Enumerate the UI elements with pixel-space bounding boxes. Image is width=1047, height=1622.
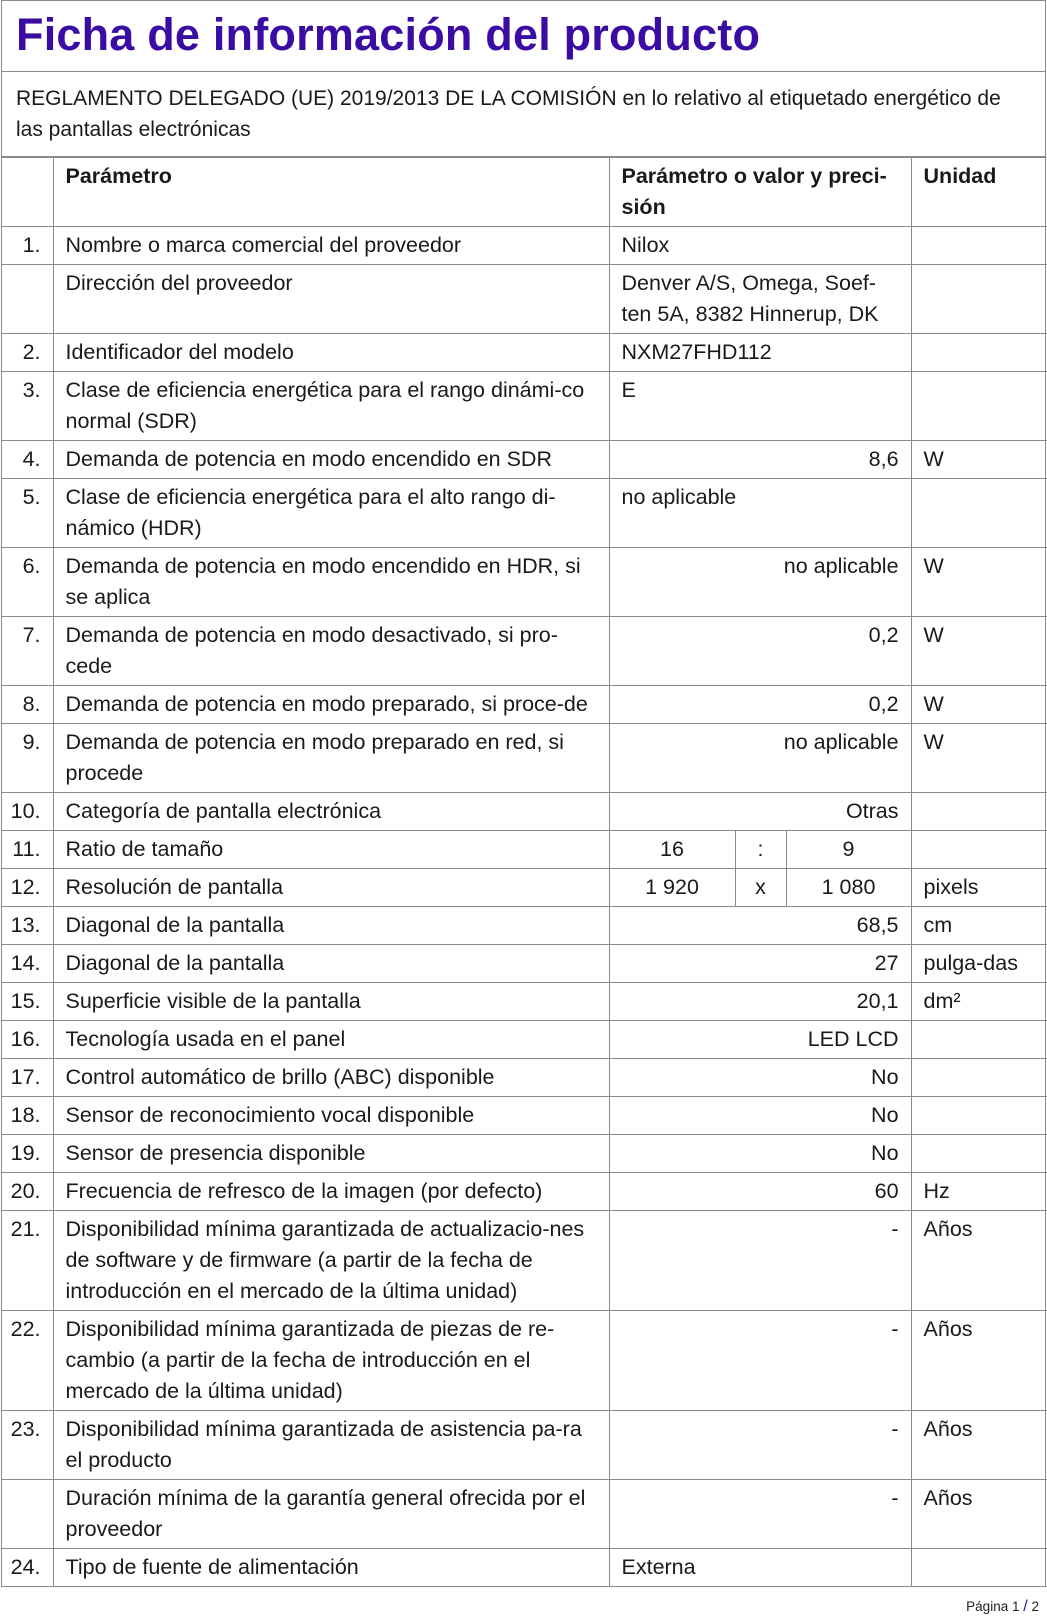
table-row — [2, 724, 1047, 793]
row-value: Otras — [609, 793, 911, 831]
row-number: 16. — [2, 1021, 53, 1059]
row-parameter: Tipo de fuente de alimentación — [53, 1549, 609, 1587]
row-number: 17. — [2, 1059, 53, 1097]
row-value: no aplicable — [609, 724, 911, 793]
table-row — [2, 1549, 1047, 1587]
row-number: 13. — [2, 907, 53, 945]
row-number: 21. — [2, 1211, 53, 1311]
row-parameter: Disponibilidad mínima garantizada de asistencia pa-ra el producto — [53, 1411, 609, 1480]
row-parameter: Demanda de potencia en modo preparado en red, si procede — [53, 724, 609, 793]
row-value-b: 1 080 — [786, 869, 911, 907]
row-parameter: Demanda de potencia en modo encendido en HDR, si se aplica — [53, 548, 609, 617]
table-row — [2, 1135, 1047, 1173]
table-row — [2, 265, 1047, 334]
page-footer — [966, 1598, 1039, 1616]
row-number — [2, 1480, 53, 1549]
row-number: 12. — [2, 869, 53, 907]
row-unit: W — [911, 686, 1047, 724]
row-parameter: Clase de eficiencia energética para el alto rango di-námico (HDR) — [53, 479, 609, 548]
table-row — [2, 831, 1047, 869]
row-parameter: Diagonal de la pantalla — [53, 907, 609, 945]
table-row — [2, 1021, 1047, 1059]
header-param: Parámetro — [53, 158, 609, 227]
table-row — [2, 548, 1047, 617]
page-label: Página — [966, 1599, 1009, 1614]
row-value: 8,6 — [609, 441, 911, 479]
row-value: E — [609, 372, 911, 441]
row-unit — [911, 1549, 1047, 1587]
row-value: No — [609, 1059, 911, 1097]
table-row — [2, 441, 1047, 479]
row-value: NXM27FHD112 — [609, 334, 911, 372]
row-parameter: Superficie visible de la pantalla — [53, 983, 609, 1021]
row-unit — [911, 1135, 1047, 1173]
header-num-cell — [2, 158, 53, 227]
table-row — [2, 983, 1047, 1021]
row-unit — [911, 372, 1047, 441]
row-parameter: Diagonal de la pantalla — [53, 945, 609, 983]
row-number: 10. — [2, 793, 53, 831]
row-unit — [911, 1059, 1047, 1097]
row-parameter: Control automático de brillo (ABC) disponible — [53, 1059, 609, 1097]
row-value-b: 9 — [786, 831, 911, 869]
row-value: LED LCD — [609, 1021, 911, 1059]
row-number: 8. — [2, 686, 53, 724]
row-number: 23. — [2, 1411, 53, 1480]
row-parameter: Disponibilidad mínima garantizada de piezas de re-cambio (a partir de la fecha de introducción en el mercado de la última unidad) — [53, 1311, 609, 1411]
table-row — [2, 907, 1047, 945]
row-value: No — [609, 1097, 911, 1135]
row-unit — [911, 334, 1047, 372]
page-title: Ficha de información del producto — [16, 9, 761, 60]
row-value: no aplicable — [609, 479, 911, 548]
row-value: 20,1 — [609, 983, 911, 1021]
row-value: no aplicable — [609, 548, 911, 617]
row-parameter: Identificador del modelo — [53, 334, 609, 372]
row-number: 15. — [2, 983, 53, 1021]
row-unit: pulga-das — [911, 945, 1047, 983]
row-value-separator: x — [735, 869, 786, 907]
row-value: 0,2 — [609, 617, 911, 686]
table-row — [2, 945, 1047, 983]
row-unit — [911, 265, 1047, 334]
row-number — [2, 265, 53, 334]
row-value: - — [609, 1211, 911, 1311]
page-number: 1 — [1011, 1599, 1020, 1614]
row-unit — [911, 479, 1047, 548]
table-row — [2, 1173, 1047, 1211]
row-parameter: Sensor de presencia disponible — [53, 1135, 609, 1173]
row-parameter: Nombre o marca comercial del proveedor — [53, 227, 609, 265]
product-info-sheet — [1, 0, 1046, 1587]
table-row — [2, 372, 1047, 441]
table-row — [2, 869, 1047, 907]
row-number: 19. — [2, 1135, 53, 1173]
header-value: Parámetro o valor y preci-sión — [609, 158, 911, 227]
row-number: 6. — [2, 548, 53, 617]
row-unit — [911, 831, 1047, 869]
row-parameter: Dirección del proveedor — [53, 265, 609, 334]
table-row — [2, 1097, 1047, 1135]
row-number: 4. — [2, 441, 53, 479]
row-unit — [911, 1021, 1047, 1059]
row-parameter: Demanda de potencia en modo preparado, si proce-de — [53, 686, 609, 724]
table-row — [2, 1311, 1047, 1411]
row-parameter: Frecuencia de refresco de la imagen (por defecto) — [53, 1173, 609, 1211]
row-parameter: Duración mínima de la garantía general ofrecida por el proveedor — [53, 1480, 609, 1549]
page-total: 2 — [1031, 1599, 1039, 1614]
table-row — [2, 617, 1047, 686]
row-parameter: Ratio de tamaño — [53, 831, 609, 869]
row-unit: Años — [911, 1211, 1047, 1311]
row-unit: dm² — [911, 983, 1047, 1021]
row-value: No — [609, 1135, 911, 1173]
row-parameter: Disponibilidad mínima garantizada de actualizacio-nes de software y de firmware (a partir de la fecha de introducción en el mercado de la última unidad) — [53, 1211, 609, 1311]
row-value: Denver A/S, Omega, Soef-ten 5A, 8382 Hinnerup, DK — [609, 265, 911, 334]
table-row — [2, 227, 1047, 265]
row-value: Externa — [609, 1549, 911, 1587]
parameter-table — [2, 157, 1047, 1587]
row-number: 24. — [2, 1549, 53, 1587]
row-parameter: Sensor de reconocimiento vocal disponible — [53, 1097, 609, 1135]
table-row — [2, 1211, 1047, 1311]
row-number: 20. — [2, 1173, 53, 1211]
page-separator: / — [1023, 1598, 1028, 1615]
row-unit — [911, 227, 1047, 265]
row-unit — [911, 793, 1047, 831]
row-value: 0,2 — [609, 686, 911, 724]
row-parameter: Demanda de potencia en modo desactivado, si pro-cede — [53, 617, 609, 686]
table-row — [2, 1059, 1047, 1097]
row-value: - — [609, 1480, 911, 1549]
row-number: 2. — [2, 334, 53, 372]
row-unit: pixels — [911, 869, 1047, 907]
row-value: - — [609, 1411, 911, 1480]
row-parameter: Categoría de pantalla electrónica — [53, 793, 609, 831]
row-unit: W — [911, 617, 1047, 686]
row-unit: W — [911, 548, 1047, 617]
table-row — [2, 793, 1047, 831]
row-value-a: 1 920 — [609, 869, 735, 907]
table-row — [2, 686, 1047, 724]
row-number: 7. — [2, 617, 53, 686]
row-unit: Años — [911, 1311, 1047, 1411]
row-unit: Años — [911, 1411, 1047, 1480]
row-unit: Años — [911, 1480, 1047, 1549]
row-parameter: Tecnología usada en el panel — [53, 1021, 609, 1059]
row-number: 5. — [2, 479, 53, 548]
row-parameter: Resolución de pantalla — [53, 869, 609, 907]
table-header-row — [2, 158, 1047, 227]
row-value-a: 16 — [609, 831, 735, 869]
header-unit: Unidad — [911, 158, 1047, 227]
row-value: 68,5 — [609, 907, 911, 945]
row-value: - — [609, 1311, 911, 1411]
row-unit: cm — [911, 907, 1047, 945]
row-unit: Hz — [911, 1173, 1047, 1211]
row-number: 18. — [2, 1097, 53, 1135]
row-value: 27 — [609, 945, 911, 983]
table-row — [2, 334, 1047, 372]
row-number: 14. — [2, 945, 53, 983]
title-box — [2, 1, 1045, 72]
row-number: 9. — [2, 724, 53, 793]
row-parameter: Clase de eficiencia energética para el rango dinámi-co normal (SDR) — [53, 372, 609, 441]
row-unit — [911, 1097, 1047, 1135]
row-parameter: Demanda de potencia en modo encendido en SDR — [53, 441, 609, 479]
row-number: 1. — [2, 227, 53, 265]
row-value: Nilox — [609, 227, 911, 265]
table-row — [2, 479, 1047, 548]
table-row — [2, 1411, 1047, 1480]
row-number: 22. — [2, 1311, 53, 1411]
row-value: 60 — [609, 1173, 911, 1211]
regulation-text: REGLAMENTO DELEGADO (UE) 2019/2013 DE LA COMISIÓN en lo relativo al etiquetado energético de las pantallas electrónicas — [2, 72, 1045, 157]
row-number: 11. — [2, 831, 53, 869]
row-unit: W — [911, 724, 1047, 793]
row-value-separator: : — [735, 831, 786, 869]
row-number: 3. — [2, 372, 53, 441]
table-row — [2, 1480, 1047, 1549]
row-unit: W — [911, 441, 1047, 479]
